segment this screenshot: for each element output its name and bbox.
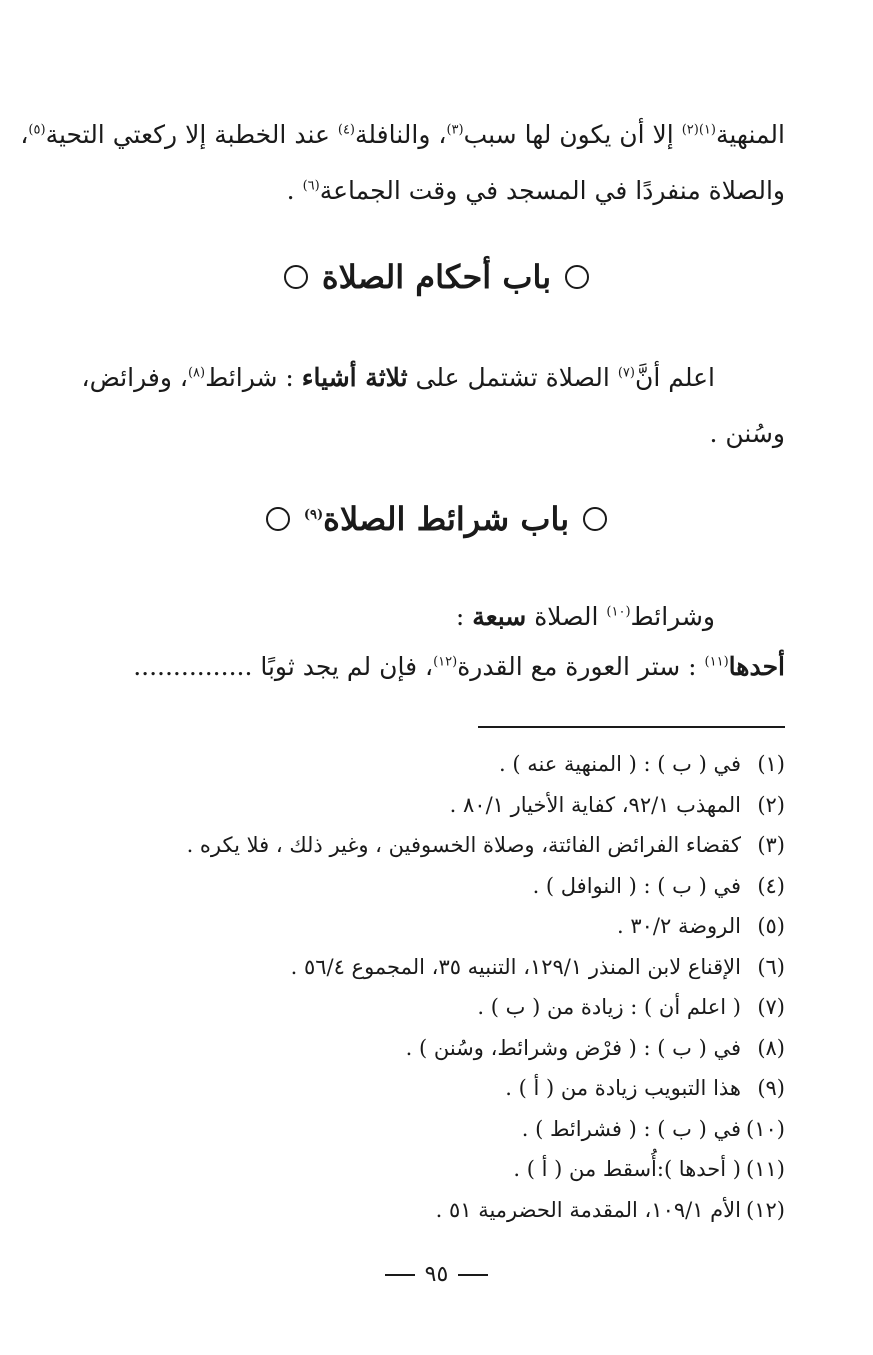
footnote-item: (٩)هذا التبويب زيادة من ( أ ) .	[505, 1076, 785, 1100]
footnote-item: (١١)( أحدها ):أُسقط من ( أ ) .	[513, 1157, 785, 1181]
paragraph-three-things	[70, 350, 785, 462]
intro-paragraph	[20, 107, 785, 219]
dash-ornament	[385, 1274, 415, 1276]
para2-line-2: وسُنن .	[709, 419, 785, 448]
footnote-item: (٥)الروضة ٣٠/٢ .	[616, 914, 785, 938]
para3-line-2: أحدها$^{(١١)}$ : ستر العورة مع القدرة$^{(١٢)}$، فإن لم يجد ثوبًا ...............	[133, 652, 785, 681]
footnote-marker[interactable]: (١٢)	[433, 654, 458, 670]
circle-ornament-icon	[266, 507, 290, 531]
circle-ornament-icon	[284, 265, 308, 289]
footnote-marker[interactable]: (٦)	[302, 178, 320, 194]
paragraph-seven-conditions	[70, 592, 785, 692]
footnote-marker[interactable]: (٨)	[187, 365, 206, 381]
footnote-item: (٨)في ( ب ) : ( فرْض وشرائط، وسُنن ) .	[405, 1035, 785, 1060]
intro-line-1: المنهية$^{(١)(٢)}$ إلا أن يكون لها سبب$^{(٣)}$، والنافلة$^{(٤)}$ عند الخطبة إلا ركعتي التحية$^{(٥)}$،	[20, 120, 785, 149]
circle-ornament-icon	[565, 265, 589, 289]
footnote-marker[interactable]: (١)(٢)	[681, 122, 716, 138]
footnote-item: (٧)( اعلم أن ) : زيادة من ( ب ) .	[477, 995, 785, 1019]
footnotes	[140, 744, 785, 1230]
intro-line-2: والصلاة منفردًا في المسجد في وقت الجماعة$^{(٦)}$ .	[286, 176, 785, 205]
footnote-marker[interactable]: (٩)	[303, 507, 324, 523]
footnote-item: (٣)كقضاء الفرائض الفائتة، وصلاة الخسوفين ، وغير ذلك ، فلا يكره .	[186, 833, 785, 857]
footnote-marker[interactable]: (٤)	[337, 122, 355, 138]
footnote-item: (٢)المهذب ٩٢/١، كفاية الأخيار ٨٠/١ .	[449, 792, 785, 817]
footnote-item: (١٢)الأم ١٠٩/١، المقدمة الحضرمية ٥١ .	[435, 1197, 785, 1222]
section-heading-ahkam: باب أحكام الصلاة	[0, 252, 873, 302]
page-number: ٩٥	[0, 1262, 873, 1287]
footnote-item: (٦)الإقناع لابن المنذر ١٢٩/١، التنبيه ٣٥، المجموع ٥٦/٤ .	[290, 954, 785, 979]
dash-ornament	[458, 1274, 488, 1276]
footnote-item: (٤)في ( ب ) : ( النوافل ) .	[532, 873, 785, 898]
circle-ornament-icon	[583, 507, 607, 531]
footnote-item: (١)في ( ب ) : ( المنهية عنه ) .	[498, 752, 785, 776]
para2-line-1: اعلم أنَّ$^{(٧)}$ الصلاة تشتمل على ثلاثة أشياء : شرائط$^{(٨)}$، وفرائض،	[81, 363, 715, 392]
footnote-separator	[478, 726, 785, 728]
para3-line-1: وشرائط$^{(١٠)}$ الصلاة سبعة :	[455, 602, 715, 631]
footnote-item: (١٠)في ( ب ) : ( فشرائط ) .	[521, 1116, 785, 1141]
section-heading-sharait: باب شرائط الصلاة$^{(٩)}$	[0, 494, 873, 544]
footnote-marker[interactable]: (١١)	[704, 654, 729, 670]
footnote-marker[interactable]: (٣)	[446, 122, 464, 138]
footnote-marker[interactable]: (١٠)	[606, 604, 631, 620]
footnote-marker[interactable]: (٧)	[617, 365, 635, 381]
footnote-marker[interactable]: (٥)	[28, 122, 46, 138]
